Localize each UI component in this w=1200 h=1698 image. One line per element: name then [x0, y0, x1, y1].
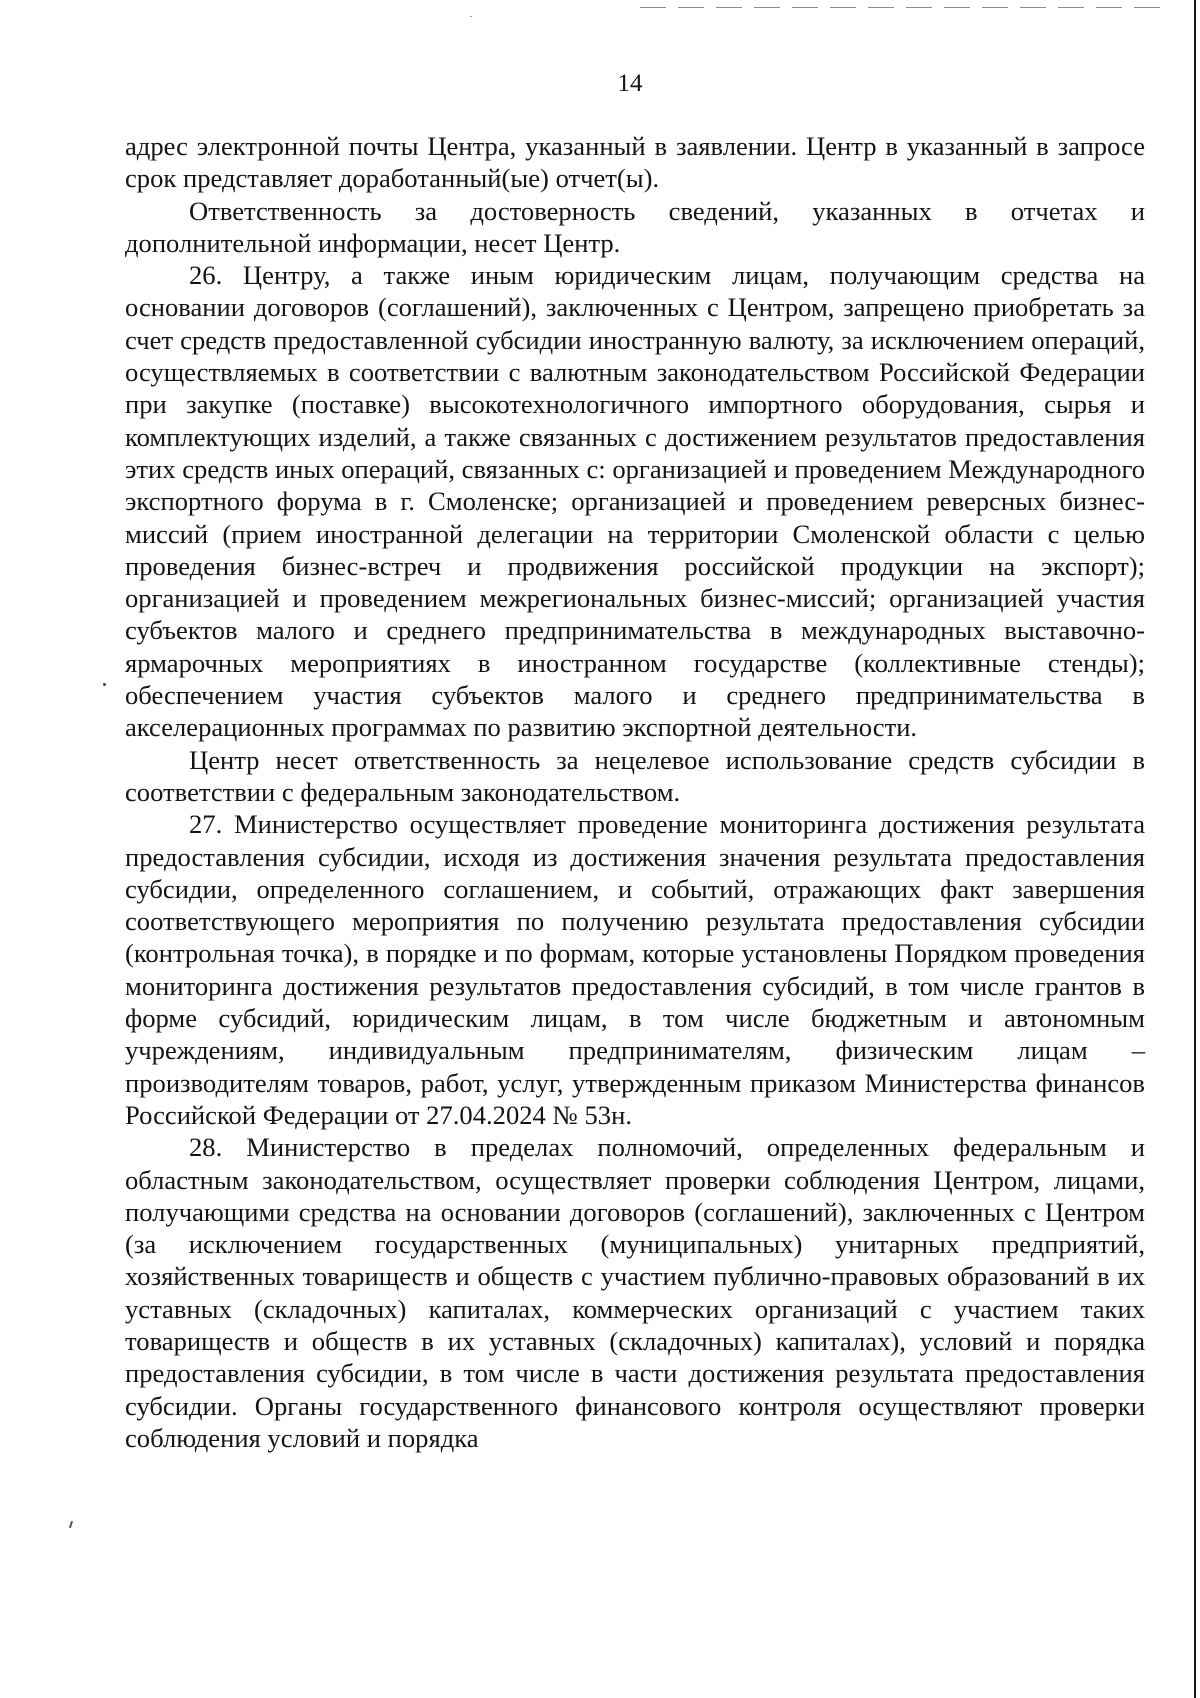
- scan-top-dash-line: [640, 7, 1160, 8]
- scan-dust-mark: [103, 683, 106, 686]
- document-body: [125, 130, 1145, 1454]
- scan-dust-mark: [470, 16, 472, 17]
- paragraph-responsibility-reports: Ответственность за достоверность сведений, указанных в отчетах и дополнительной информации, несет Центр.: [125, 195, 1145, 258]
- paragraph-email-report-continuation: адрес электронной почты Центра, указанный в заявлении. Центр в указанный в запросе срок представляет доработанный(ые) отчет(ы).: [125, 131, 1145, 194]
- scan-edge-line: [1194, 0, 1196, 1698]
- paragraph-misuse-responsibility: Центр несет ответственность за нецелевое использование средств субсидии в соответствии с федеральным законодательством.: [125, 744, 1145, 807]
- paragraph-28-inspections: 28. Министерство в пределах полномочий, определенных федеральным и областным законодательством, осуществляет проверки соблюдения Центром, лицами, получающими средства на основании договоров (соглашений), заключенных с Центром (за исключением государственных (муниципальных) унитарных предприятий, хозяйственных товариществ и обществ с участием публично-правовых образований в их уставных (складочных) капиталах, коммерческих организаций с участием таких товариществ и обществ в их уставных (складочных) капиталах), условий и порядка предоставления субсидии, в том числе в части достижения результата предоставления субсидии. Органы государственного финансового контроля осуществляют проверки соблюдения условий и порядка: [125, 1132, 1145, 1453]
- paragraph-26-currency-prohibition: 26. Центру, а также иным юридическим лицам, получающим средства на основании договоров (соглашений), заключенных с Центром, запрещено приобретать за счет средств предоставленной субсидии иностранную валюту, за исключением операций, осуществляемых в соответствии с валютным законодательством Российской Федерации при закупке (поставке) высокотехнологичного импортного оборудования, сырья и комплектующих изделий, а также связанных с достижением результатов предоставления этих средств иных операций, связанных с: организацией и проведением Международного экспортного форума в г. Смоленске; организацией и проведением реверсных бизнес-миссий (прием иностранной делегации на территории Смоленской области с целью проведения бизнес-встреч и продвижения российской продукции на экспорт); организацией и проведением межрегиональных бизнес-миссий; организацией участия субъектов малого и среднего предпринимательства в международных выставочно-ярмарочных мероприятиях в иностранном государстве (коллективные стенды); обеспечением участия субъектов малого и среднего предпринимательства в акселерационных программах по развитию экспортной деятельности.: [125, 260, 1145, 743]
- page-number: 14: [617, 70, 643, 97]
- scan-dust-mark: [69, 1521, 73, 1528]
- paragraph-27-monitoring: 27. Министерство осуществляет проведение мониторинга достижения результата предоставления субсидии, исходя из достижения значения результата предоставления субсидии, определенного соглашением, и событий, отражающих факт завершения соответствующего мероприятия по получению результата предоставления субсидии (контрольная точка), в порядке и по формам, которые установлены Порядком проведения мониторинга достижения результатов предоставления субсидий, в том числе грантов в форме субсидий, юридическим лицам, в том числе бюджетным и автономным учреждениям, индивидуальным предпринимателям, физическим лицам – производителям товаров, работ, услуг, утвержденным приказом Министерства финансов Российской Федерации от 27.04.2024 № 53н.: [125, 809, 1145, 1130]
